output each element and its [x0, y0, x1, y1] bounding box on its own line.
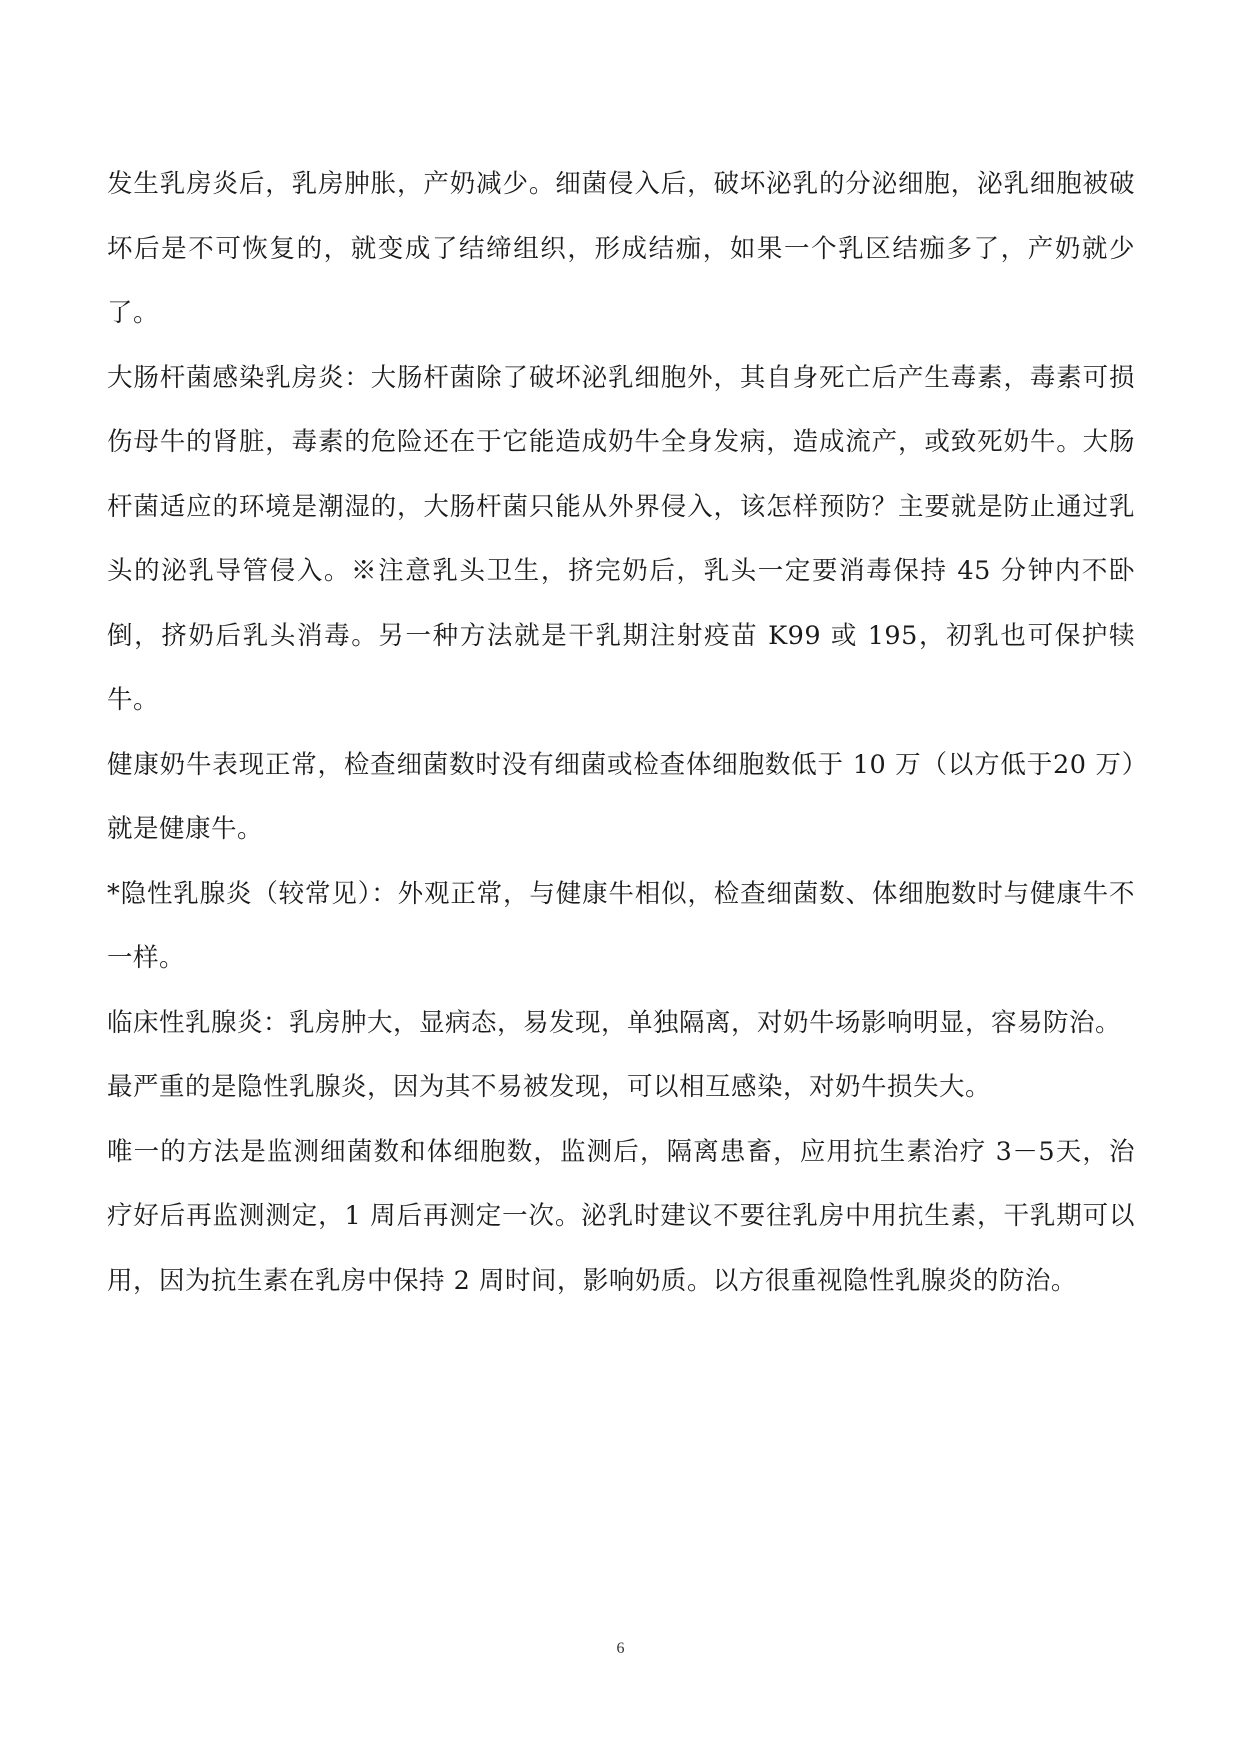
paragraph-healthy-cow: 健康奶牛表现正常，检查细菌数时没有细菌或检查体细胞数低于 10 万（以方低于20 万）就是健康牛。 — [107, 749, 1135, 844]
page-number: 6 — [616, 1640, 625, 1657]
paragraph-monitoring-method: 唯一的方法是监测细菌数和体细胞数，监测后，隔离患畜，应用抗生素治疗 3－5天，治疗好后再监测测定，1 周后再测定一次。泌乳时建议不要往乳房中用抗生素，干乳期可以用，因为抗生素在乳房中保持 2 周时间，影响奶质。以方很重视隐性乳腺炎的防治。 — [107, 1136, 1135, 1296]
document-body — [107, 152, 1135, 1313]
paragraph-ecoli-mastitis: 大肠杆菌感染乳房炎：大肠杆菌除了破坏泌乳细胞外，其自身死亡后产生毒素，毒素可损伤母牛的肾脏，毒素的危险还在于它能造成奶牛全身发病，造成流产，或致死奶牛。大肠杆菌适应的环境是潮湿的，大肠杆菌只能从外界侵入，该怎样预防？主要就是防止通过乳头的泌乳导管侵入。※注意乳头卫生，挤完奶后，乳头一定要消毒保持 45 分钟内不卧倒，挤奶后乳头消毒。另一种方法就是干乳期注射疫苗 K99 或 195，初乳也可保护犊牛。 — [107, 362, 1135, 715]
paragraph-mastitis-effects: 发生乳房炎后，乳房肿胀，产奶减少。细菌侵入后，破坏泌乳的分泌细胞，泌乳细胞被破坏后是不可恢复的，就变成了结缔组织，形成结痂，如果一个乳区结痂多了，产奶就少了。 — [107, 169, 1135, 328]
paragraph-most-serious: 最严重的是隐性乳腺炎，因为其不易被发现，可以相互感染，对奶牛损失大。 — [107, 1072, 992, 1102]
paragraph-clinical-mastitis: 临床性乳腺炎：乳房肿大，显病态，易发现，单独隔离，对奶牛场影响明显，容易防治。 — [107, 1007, 1122, 1038]
paragraph-subclinical-mastitis: *隐性乳腺炎（较常见）：外观正常，与健康牛相似，检查细菌数、体细胞数时与健康牛不一样。 — [107, 878, 1135, 973]
